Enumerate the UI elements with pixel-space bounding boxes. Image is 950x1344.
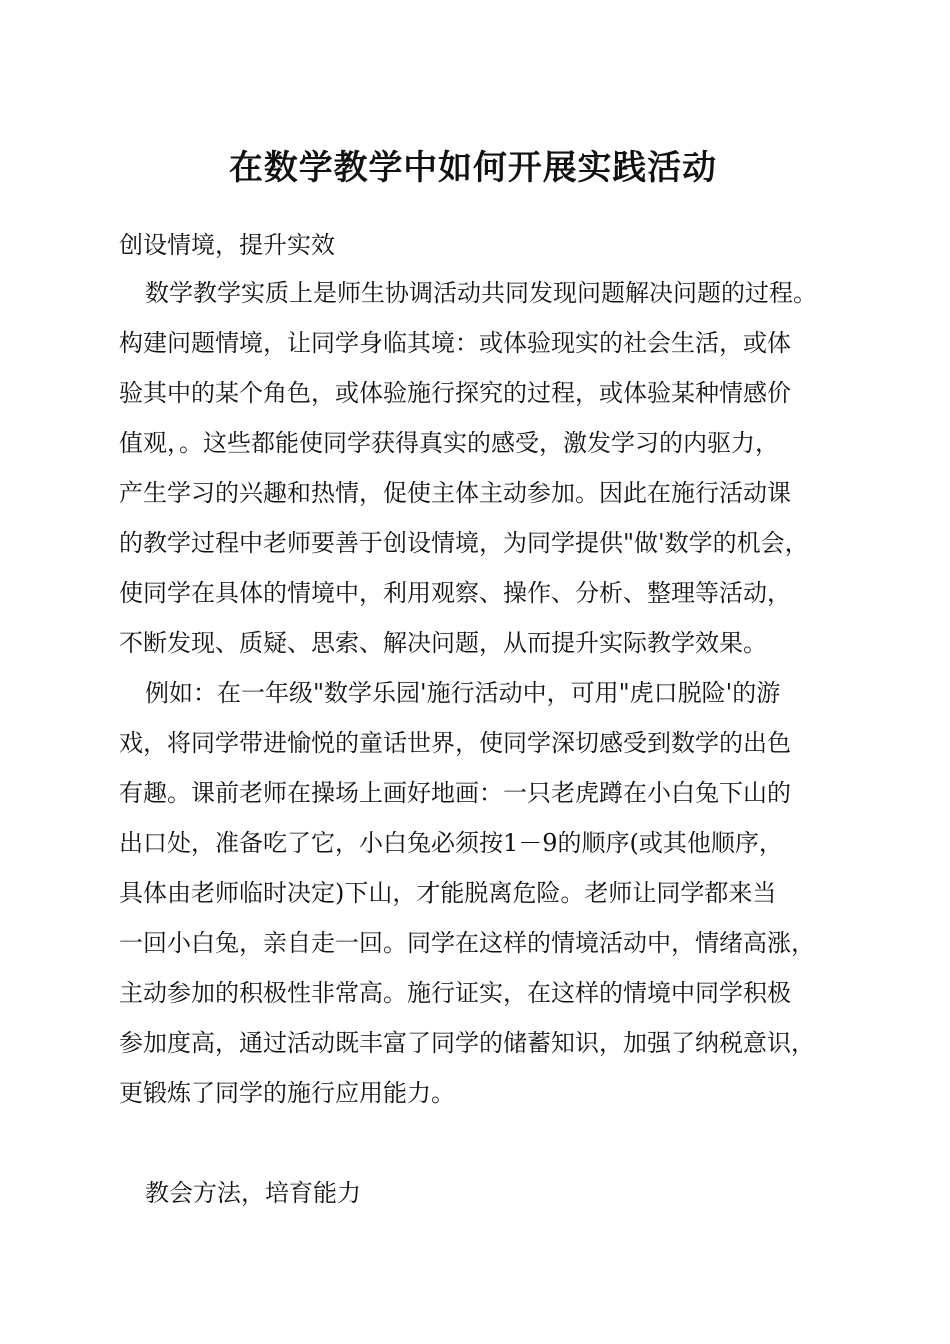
section-heading-1: 创设情境，提升实效	[119, 231, 335, 259]
paragraph-1-line: 不断发现、质疑、思索、解决问题，从而提升实际教学效果。	[119, 629, 767, 657]
paragraph-1-line: 使同学在具体的情境中，利用观察、操作、分析、整理等活动，	[119, 579, 791, 607]
paragraph-1-line: 构建问题情境，让同学身临其境：或体验现实的社会生活，或体	[119, 329, 791, 357]
paragraph-2-line: 例如：在一年级"数学乐园'施行活动中，可用"虎口脱险'的游	[145, 679, 781, 707]
paragraph-2-line: 有趣。课前老师在操场上画好地画：一只老虎蹲在小白兔下山的	[119, 779, 791, 807]
section-heading-2: 教会方法，培育能力	[145, 1179, 361, 1207]
paragraph-2-line: 参加度高，通过活动既丰富了同学的储蓄知识，加强了纳税意识，	[119, 1029, 815, 1057]
paragraph-2-line: 戏，将同学带进愉悦的童话世界，使同学深切感受到数学的出色	[119, 729, 791, 757]
paragraph-1-line: 产生学习的兴趣和热情，促使主体主动参加。因此在施行活动课	[119, 479, 791, 507]
paragraph-1-line: 的教学过程中老师要善于创设情境，为同学提供"做'数学的机会，	[119, 529, 809, 557]
paragraph-2-line: 更锻炼了同学的施行应用能力。	[119, 1079, 455, 1107]
paragraph-1-line: 值观，。这些都能使同学获得真实的感受，激发学习的内驱力，	[119, 429, 779, 457]
paragraph-1-line: 验其中的某个角色，或体验施行探究的过程，或体验某种情感价	[119, 379, 791, 407]
document-title: 在数学教学中如何开展实践活动	[229, 148, 717, 188]
paragraph-2-line: 出口处，准备吃了它，小白兔必须按1－9的顺序(或其他顺序，	[119, 829, 783, 857]
paragraph-2-line: 具体由老师临时决定)下山，才能脱离危险。老师让同学都来当	[119, 879, 777, 907]
paragraph-2-line: 一回小白兔，亲自走一回。同学在这样的情境活动中，情绪高涨，	[119, 929, 815, 957]
paragraph-2-line: 主动参加的积极性非常高。施行证实，在这样的情境中同学积极	[119, 979, 791, 1007]
paragraph-1-line: 数学教学实质上是师生协调活动共同发现问题解决问题的过程。	[145, 279, 817, 307]
